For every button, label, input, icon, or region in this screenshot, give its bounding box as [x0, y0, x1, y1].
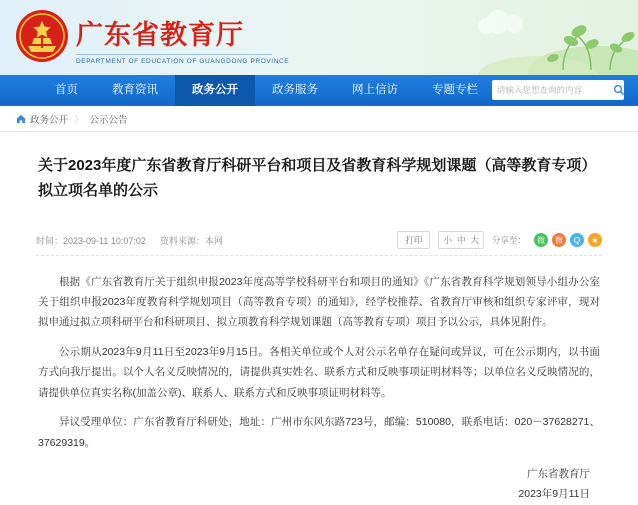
meta-right	[397, 231, 602, 249]
article-source: 资料来源：本网	[159, 235, 223, 246]
article-signature	[30, 465, 608, 505]
nav-item-special-columns[interactable]: 专题专栏	[432, 84, 478, 96]
share-icons	[534, 233, 602, 247]
meta-left	[36, 234, 223, 247]
favorite-share-icon[interactable]: ★	[588, 233, 602, 247]
search-input[interactable]	[492, 85, 613, 95]
fontsize-small[interactable]: 小	[443, 235, 452, 245]
article-paragraph-2: 异议受理单位：广东省教育厅科研处，地址：广州市东风东路723号，邮编：510080，联系电话：020－37628271、37629319。	[38, 416, 600, 449]
fontsize-medium[interactable]: 中	[456, 235, 466, 245]
qq-share-icon[interactable]: Q	[570, 233, 584, 247]
publish-time: 时间：2023-09-11 10:07:02	[36, 235, 146, 246]
search-box[interactable]	[492, 80, 624, 100]
print-button[interactable]: 打印	[397, 231, 430, 249]
signature-organization: 广东省教育厅	[527, 468, 590, 481]
main-navigation	[0, 75, 638, 106]
site-title-cn: 广东省教育厅	[76, 20, 244, 50]
fontsize-group[interactable]	[438, 231, 484, 249]
national-emblem-icon	[14, 8, 70, 64]
article-meta	[36, 226, 602, 256]
article-paragraph-0: 根据《广东省教育厅关于组织申报2023年度高等学校科研平台和项目的通知》《广东省教育科学规划领导小组办公室关于组织申报2023年度教育科学规划项目（高等教育专项）的通知》，经学校推荐、省教育厅审核和组织专家评审，现对拟申通过拟立项科研平台和科研项目、拟立项教育科学规划课题（高等教育专项）项目予以公示，具体见附件。	[38, 275, 600, 329]
article-body	[30, 256, 608, 454]
weibo-share-icon[interactable]: 微	[552, 233, 566, 247]
article	[0, 132, 638, 505]
nav-item-government-disclosure[interactable]: 政务公开	[175, 75, 255, 106]
signature-date: 2023年9月11日	[518, 488, 590, 501]
breadcrumb-item-0[interactable]: 政务公开	[30, 114, 69, 126]
wechat-share-icon[interactable]: 微	[534, 233, 548, 247]
site-title-en: DEPARTMENT OF EDUCATION OF GUANGDONG PROVINCE	[76, 58, 290, 65]
title-divider	[76, 54, 272, 55]
banner-decoration	[348, 0, 638, 75]
home-icon[interactable]	[16, 114, 26, 124]
search-icon[interactable]	[613, 80, 625, 100]
fontsize-large[interactable]: 大	[470, 235, 479, 245]
site-header	[0, 0, 638, 75]
share-label: 分享至：	[491, 235, 526, 245]
nav-item-online-petition[interactable]: 网上信访	[352, 84, 398, 96]
nav-item-government-service[interactable]: 政务服务	[272, 84, 318, 96]
page-title: 关于2023年度广东省教育厅科研平台和项目及省教育科学规划课题（高等教育专项）拟立项名单的公示	[38, 157, 597, 199]
site-title-block	[76, 13, 289, 65]
nav-item-news[interactable]: 教育资讯	[112, 84, 158, 96]
breadcrumb-separator: 〉	[74, 114, 84, 126]
breadcrumb-item-1[interactable]: 公示公告	[89, 114, 128, 126]
article-paragraph-1: 公示期从2023年9月11日至2023年9月15日。各相关单位或个人对公示名单存在疑问或异议，可在公示期内，以书面方式向我厅提出。以个人名义反映情况的，请提供真实姓名、联系方式和反映事项证明材料等；以单位名义反映情况的，请提供单位真实名称(加盖公章)、联系人、联系方式和反映事项证明材料等。	[38, 345, 600, 399]
nav-item-home[interactable]: 首页	[55, 84, 78, 96]
breadcrumb	[0, 106, 638, 132]
